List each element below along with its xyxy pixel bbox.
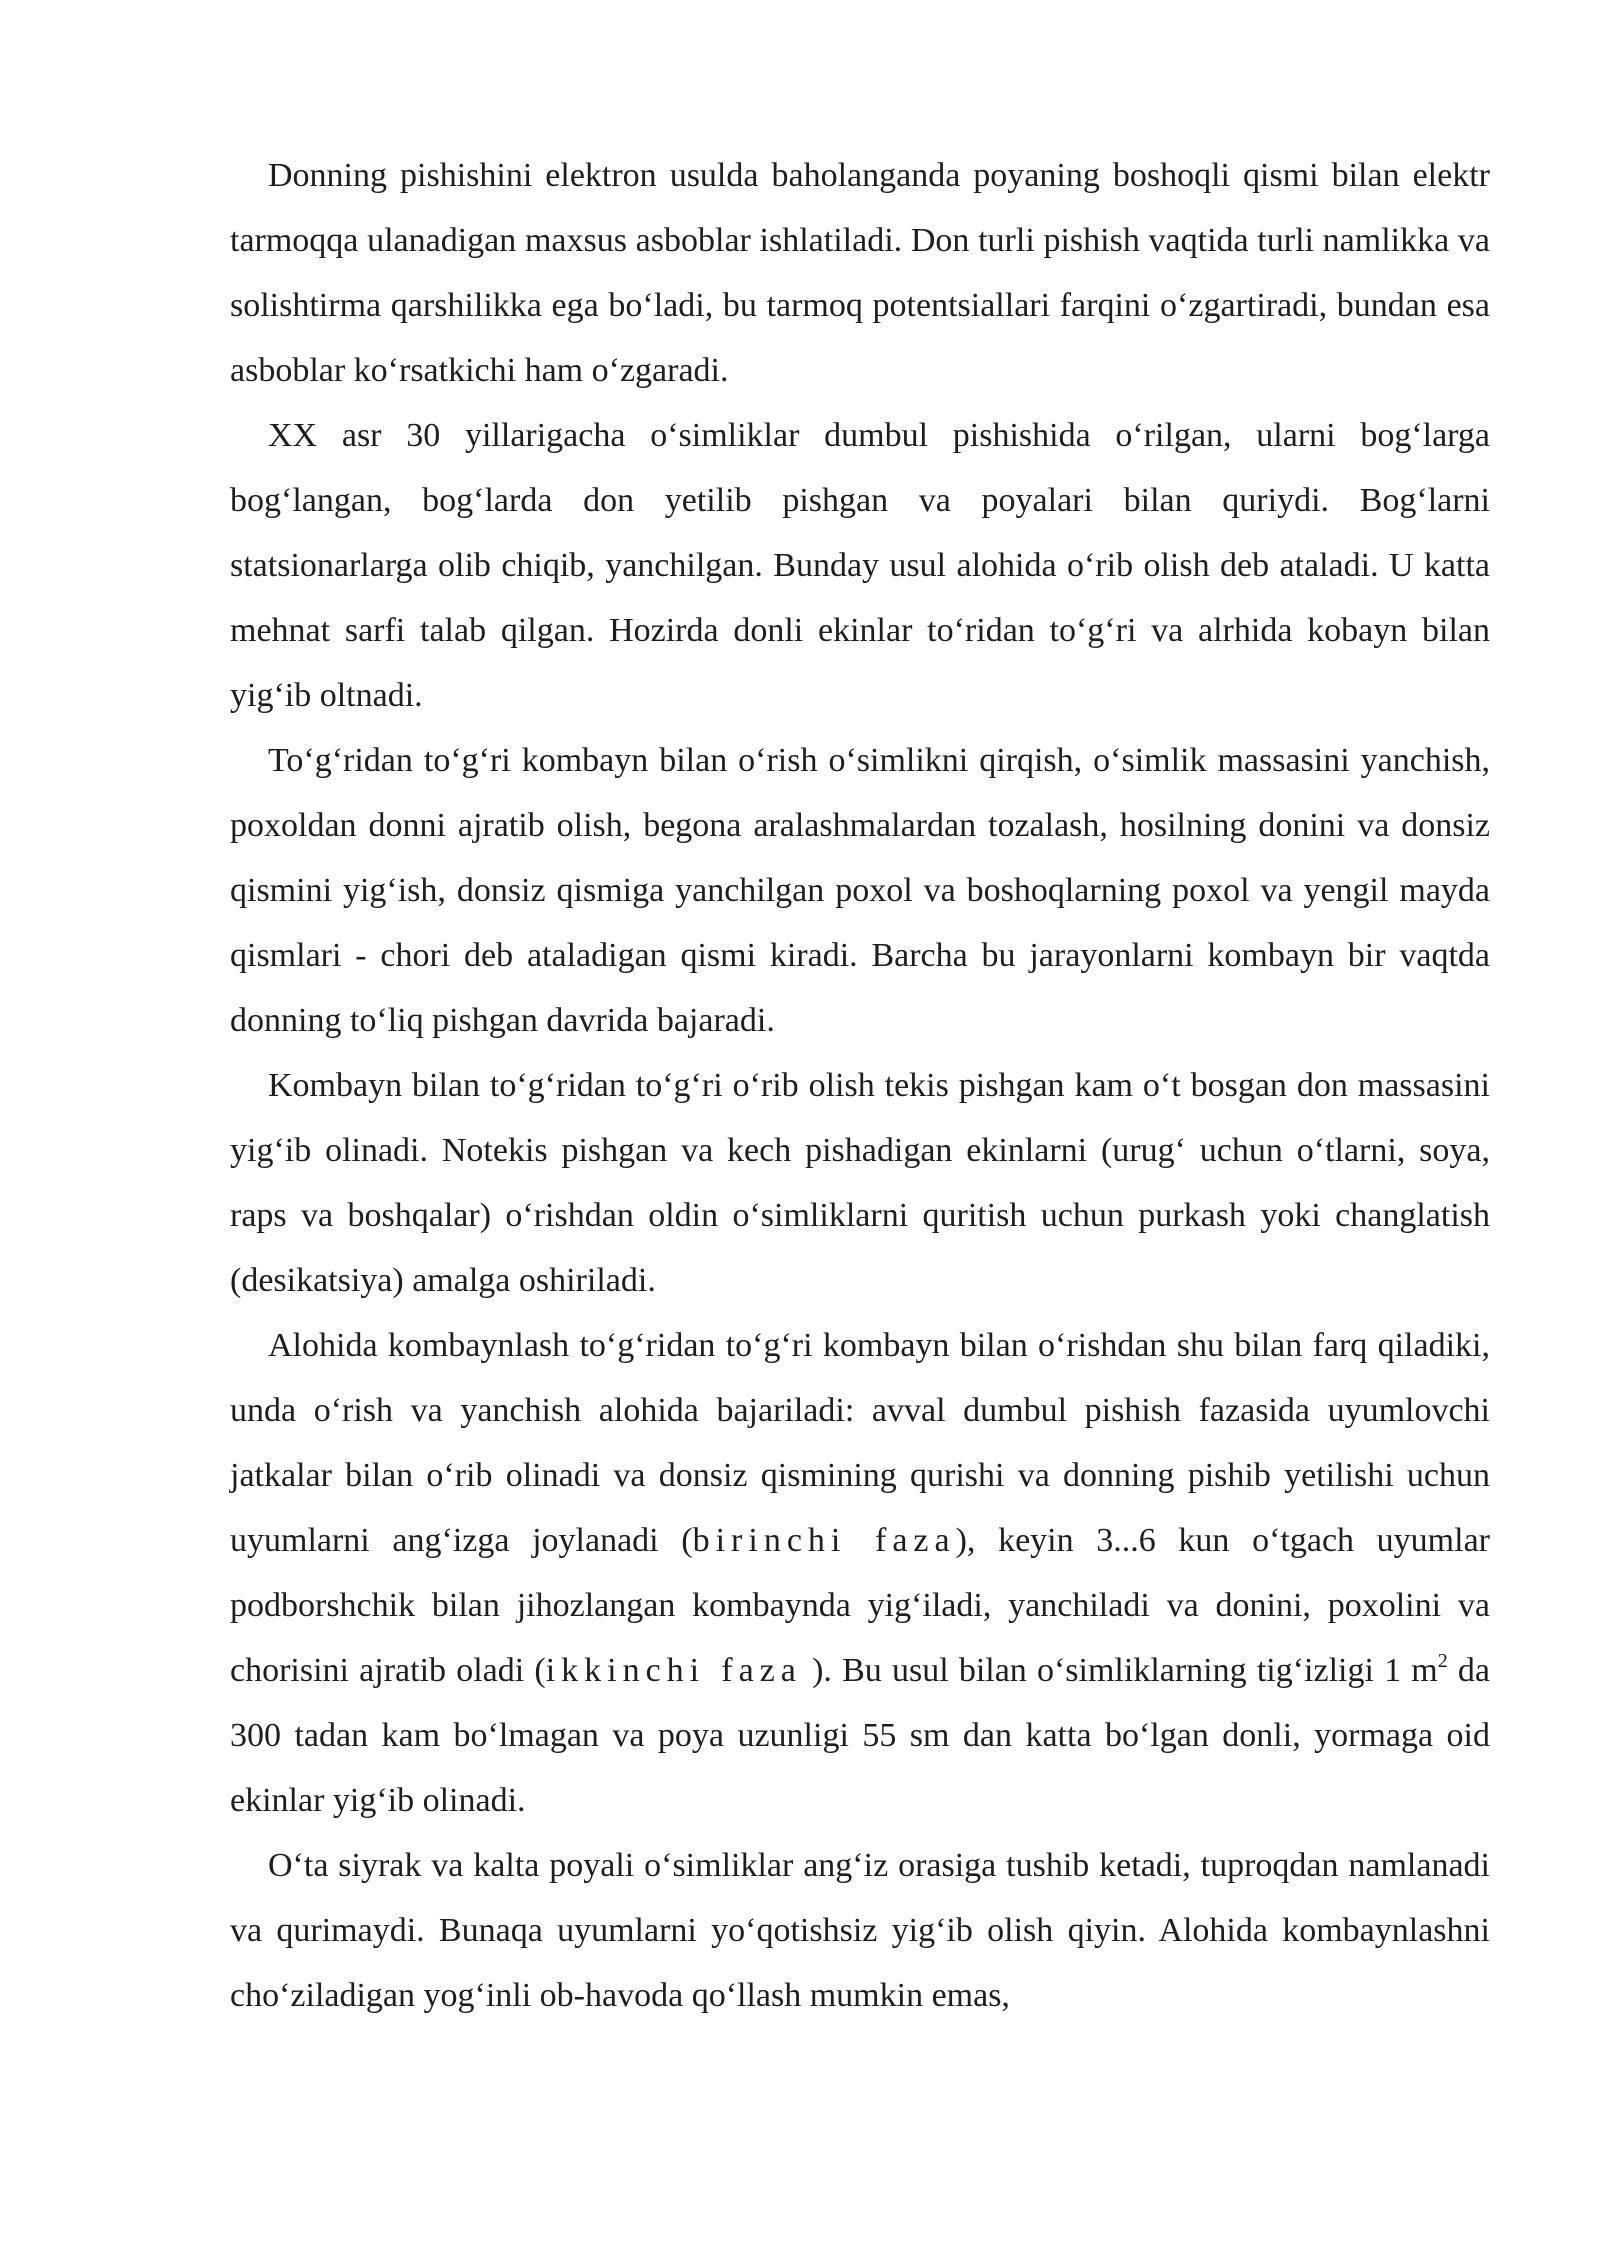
text-segment: ). Bu usul bilan o‘simliklarning tig‘izligi 1 m — [801, 1652, 1438, 1689]
superscript: 2 — [1437, 1650, 1448, 1672]
text-segment: Alohida kombaynlash to‘g‘ridan to‘g‘ri kombayn bilan o‘rishdan shu bilan farq qiladiki, unda o‘rish va yanchish alohida bajariladi: avval dumbul pishish fazasida uyumlovchi jatkalar bilan o‘rib olinadi va donsiz qismining qurishi va donning pishib yetilishi uchun uyumlarni ang‘izga joylanadi ( — [230, 1327, 1490, 1559]
phase-two-label: ikkinchi faza — [545, 1652, 802, 1689]
phase-one-label: birinchi faza — [692, 1522, 956, 1559]
paragraph-separate-combining — [230, 1313, 1490, 1833]
text-segment: ), keyin 3...6 kun o‘tgach uyumlar podborshchik bilan jihozlangan kombaynda yig‘iladi, yanchiladi va donini, poxolini va chorisini ajratib oladi ( — [230, 1522, 1490, 1689]
document-page — [230, 143, 1490, 2028]
paragraph-electronic-assessment: Donning pishishini elektron usulda baholanganda poyaning boshoqli qismi bilan elektr tarmoqqa ulanadigan maxsus asboblar ishlatiladi. Don turli pishish vaqtida turli namlikka va solishtirma qarshilikka ega bo‘ladi, bu tarmoq potentsiallari farqini o‘zgartiradi, bundan esa asboblar ko‘rsatkichi ham o‘zgaradi. — [230, 157, 1490, 389]
text-segment: da 300 tadan kam bo‘lmagan va poya uzunligi 55 sm dan katta bo‘lgan donli, yormaga oid ekinlar yig‘ib olinadi. — [230, 1652, 1491, 1819]
paragraph-sparse-plants: O‘ta siyrak va kalta poyali o‘simliklar ang‘iz orasiga tushib ketadi, tuproqdan namlanadi va qurimaydi. Bunaqa uyumlarni yo‘qotishsiz yig‘ib olish qiyin. Alohida kombaynlashni cho‘ziladigan yog‘inli ob-havoda qo‘llash mumkin emas, — [230, 1847, 1490, 2014]
paragraph-direct-combining: To‘g‘ridan to‘g‘ri kombayn bilan o‘rish o‘simlikni qirqish, o‘simlik massasini yanchish, poxoldan donni ajratib olish, begona aralashmalardan tozalash, hosilning donini va donsiz qismini yig‘ish, donsiz qismiga yanchilgan poxol va boshoqlarning poxol va yengil mayda qismlari - chori deb ataladigan qismi kiradi. Barcha bu jarayonlarni kombayn bir vaqtda donning to‘liq pishgan davrida bajaradi. — [230, 742, 1490, 1039]
paragraph-history: XX asr 30 yillarigacha o‘simliklar dumbul pishishida o‘rilgan, ularni bog‘larga bog‘langan, bog‘larda don yetilib pishgan va poyalari bilan quriydi. Bog‘larni statsionarlarga olib chiqib, yanchilgan. Bunday usul alohida o‘rib olish deb ataladi. U katta mehnat sarfi talab qilgan. Hozirda donli ekinlar to‘ridan to‘g‘ri va alrhida kobayn bilan yig‘ib oltnadi. — [230, 417, 1490, 714]
paragraph-desiccation: Kombayn bilan to‘g‘ridan to‘g‘ri o‘rib olish tekis pishgan kam o‘t bosgan don massasini yig‘ib olinadi. Notekis pishgan va kech pishadigan ekinlarni (urug‘ uchun o‘tlarni, soya, raps va boshqalar) o‘rishdan oldin o‘simliklarni quritish uchun purkash yoki changlatish (desikatsiya) amalga oshiriladi. — [230, 1067, 1490, 1299]
